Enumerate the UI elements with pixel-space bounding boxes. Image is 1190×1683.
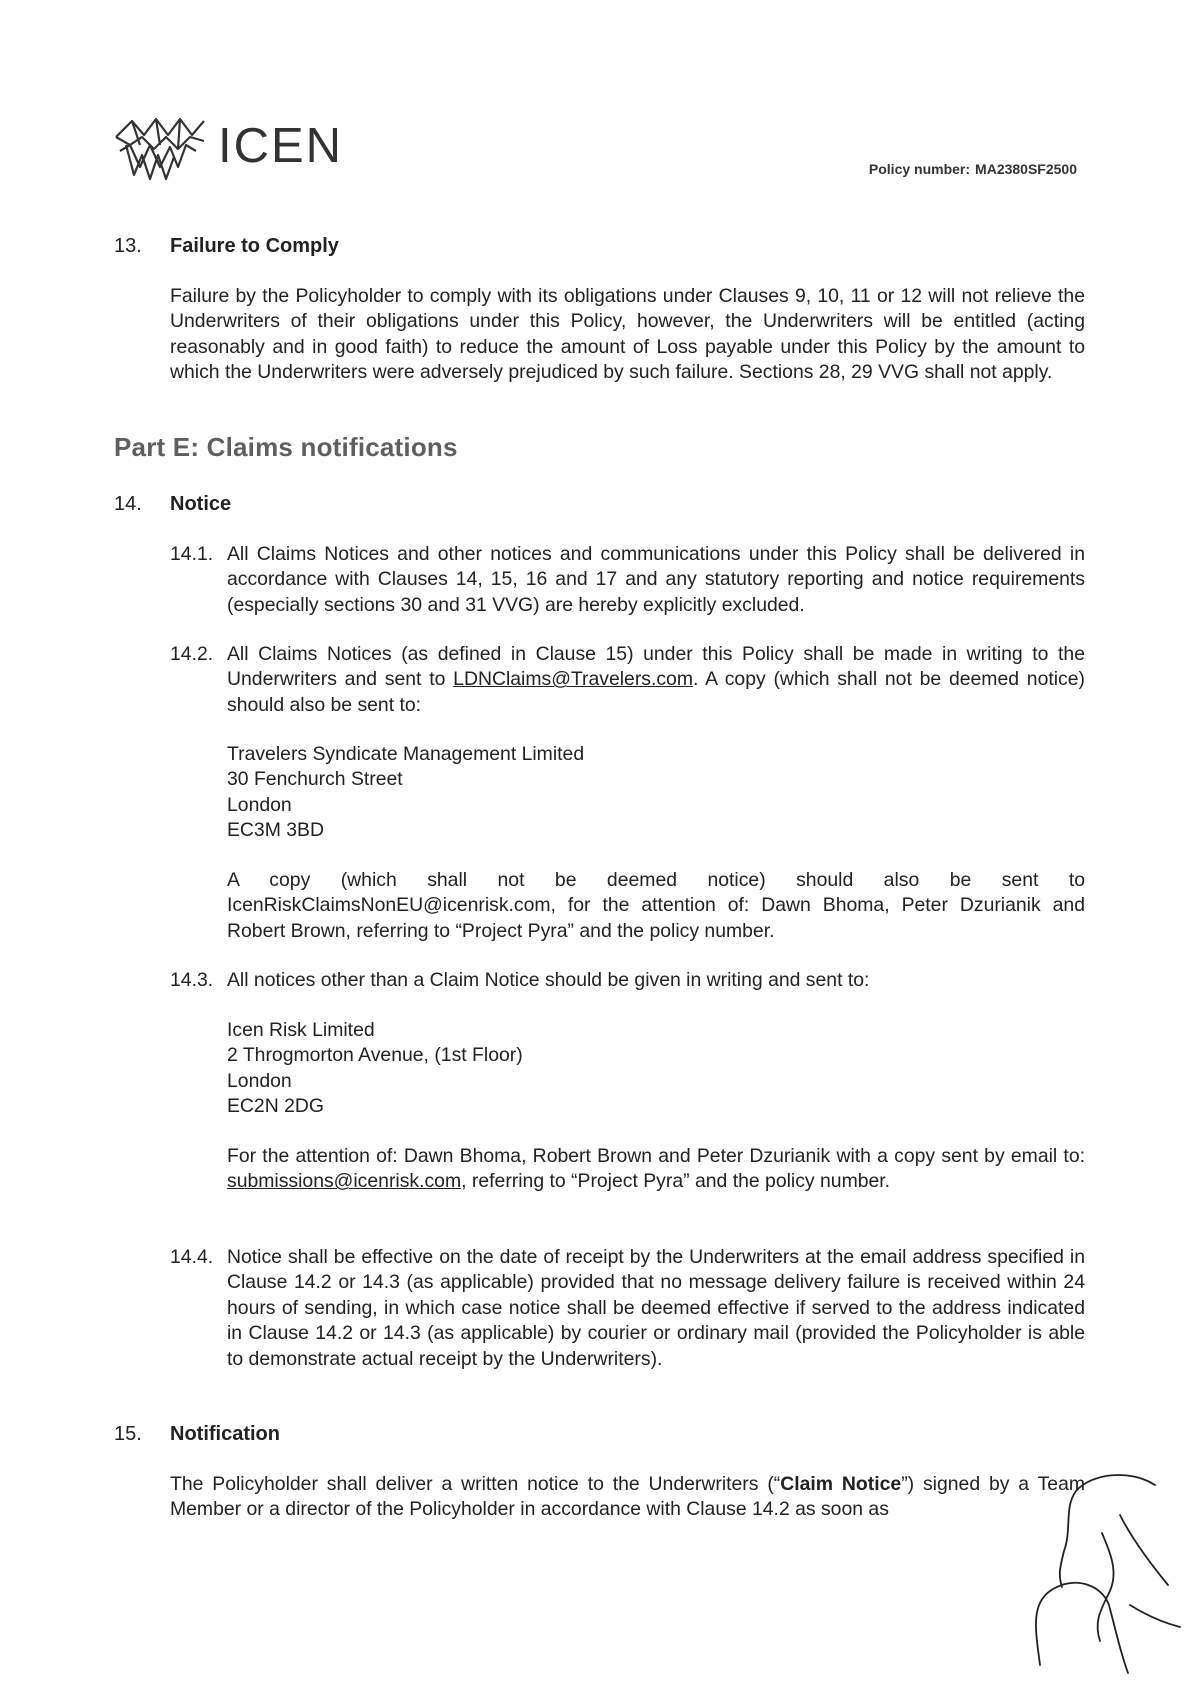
clause-number: 15. xyxy=(114,1423,142,1445)
text-segment: For the attention of: Dawn Bhoma, Robert Brown and Peter Dzurianik with a copy sent by email to: xyxy=(227,1145,1085,1167)
subclause-text: All Claims Notices and other notices and communications under this Policy shall be delivered in accordance with Clauses 14, 15, 16 and 17 and any statutory reporting and notice requirements (especially sections 30 and 31 VVG) are hereby explicitly excluded. xyxy=(227,543,1085,616)
clause-number: 14. xyxy=(114,493,142,515)
part-heading: Part E: Claims notifications xyxy=(114,432,458,462)
text-segment: All Claims Notices (as defined in Clause 15) under this Policy shall be made in writing to the Underwriters and sent to xyxy=(227,643,1085,691)
subclause-text xyxy=(227,642,1085,718)
address-line: 2 Throgmorton Avenue, (1st Floor) xyxy=(227,1044,523,1067)
clause-13-body: Failure by the Policyholder to comply with its obligations under Clauses 9, 10, 11 or 12 will not relieve the Underwriters of their obligations under this Policy, however, the Underwriters will be entitled (acting reasonably and in good faith) to reduce the amount of Loss payable under this Policy by the amount to which the Underwriters were adversely prejudiced by such failure. Sections 28, 29 VVG shall not apply. xyxy=(170,285,1085,384)
icen-logo xyxy=(112,115,342,185)
address-line: 30 Fenchurch Street xyxy=(227,768,403,791)
defined-term: Claim Notice xyxy=(780,1473,902,1495)
subclause-number: 14.4. xyxy=(170,1246,214,1268)
clause-title: Failure to Comply xyxy=(170,235,339,257)
address-line: London xyxy=(227,793,292,816)
travelers-address xyxy=(227,742,1085,844)
icen-address xyxy=(227,1018,1085,1120)
subclause-text: All notices other than a Claim Notice should be given in writing and sent to: xyxy=(227,969,870,991)
copy-notice-rest: IcenRiskClaimsNonEU@icenrisk.com, for the attention of: Dawn Bhoma, Peter Dzurianik and Robert Brown, referring to “Project Pyra” and the policy number. xyxy=(227,894,1085,942)
clause-title: Notification xyxy=(170,1423,280,1445)
address-line: EC2N 2DG xyxy=(227,1095,324,1118)
address-line: London xyxy=(227,1069,292,1092)
claims-email-link[interactable]: LDNClaims@Travelers.com xyxy=(453,668,693,691)
attention-paragraph xyxy=(227,1144,1085,1195)
clause-title: Notice xyxy=(170,493,232,515)
address-line: EC3M 3BD xyxy=(227,819,324,842)
subclause-number: 14.3. xyxy=(170,969,214,991)
clause-14-heading xyxy=(114,493,231,516)
clause-15-heading xyxy=(114,1423,280,1446)
policy-number-value: MA2380SF2500 xyxy=(975,161,1077,177)
subclause-text: Notice shall be effective on the date of receipt by the Underwriters at the email address specified in Clause 14.2 or 14.3 (as applicable) provided that no message delivery failure is received within 24 hours of sending, in which case notice shall be deemed effective if served to the address indicated in Clause 14.2 or 14.3 (as applicable) by courier or ordinary mail (provided the Policyholder is able to demonstrate actual receipt by the Underwriters). xyxy=(227,1246,1085,1370)
copy-notice-paragraph xyxy=(227,868,1085,944)
policy-number-label: Policy number: xyxy=(868,161,971,177)
address-line: Icen Risk Limited xyxy=(227,1019,375,1041)
clause-number: 13. xyxy=(114,235,142,257)
clause-15-body xyxy=(170,1472,1085,1523)
copy-notice-line: A copy (which shall not be deemed notice) should also be sent to xyxy=(227,869,1085,891)
text-segment: , referring to “Project Pyra” and the policy number. xyxy=(461,1170,891,1193)
subclause-number: 14.2. xyxy=(170,643,214,665)
logo-wordmark: ICEN xyxy=(218,119,344,173)
address-line: Travelers Syndicate Management Limited xyxy=(227,743,585,765)
text-segment: ”) signed by a Team Member or a director of the Policyholder in accordance with Clause 14.2 as soon as xyxy=(170,1473,1086,1521)
subclause-number: 14.1. xyxy=(170,543,214,565)
text-segment: The Policyholder shall deliver a written notice to the Underwriters (“ xyxy=(170,1473,781,1495)
policy-number xyxy=(869,161,1077,177)
clause-13-heading xyxy=(114,235,339,258)
icen-logo-icon xyxy=(112,115,207,183)
text-segment: . A copy (which shall not be deemed notice) should also be sent to: xyxy=(227,668,1085,716)
handwritten-initials xyxy=(980,1455,1185,1680)
submissions-email-link[interactable]: submissions@icenrisk.com xyxy=(227,1170,462,1193)
